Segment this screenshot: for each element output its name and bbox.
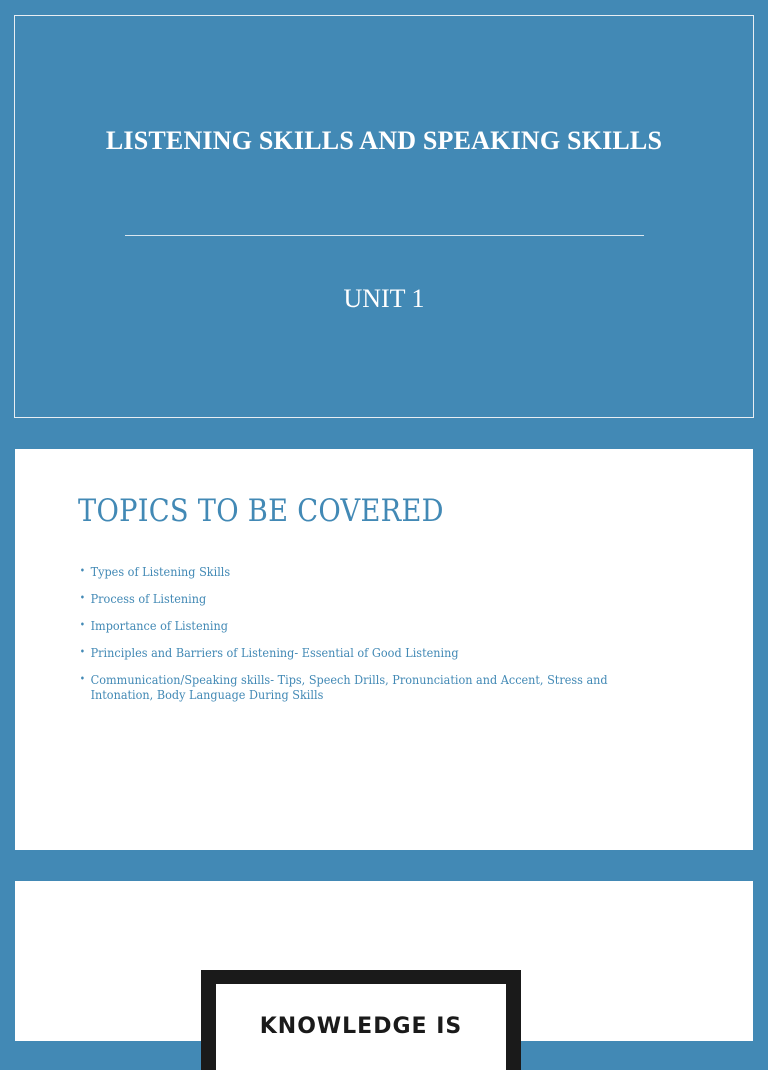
list-item xyxy=(78,591,649,606)
slide-title: LISTENING SKILLS AND SPEAKING SKILLS xyxy=(105,126,663,155)
bullet-icon: • xyxy=(79,620,86,631)
poster-text: KNOWLEDGE IS xyxy=(259,1014,463,1039)
bullet-icon: • xyxy=(79,593,86,604)
poster-board xyxy=(216,984,506,1070)
bullet-icon: • xyxy=(79,566,86,577)
list-item xyxy=(78,618,649,633)
list-item-text: Communication/Speaking skills- Tips, Speech Drills, Pronunciation and Accent, Stress and Intonation, Body Language During Skills xyxy=(90,672,608,702)
poster-frame xyxy=(201,970,521,1070)
list-item-text: Principles and Barriers of Listening- Essential of Good Listening xyxy=(90,645,459,660)
list-item-text: Types of Listening Skills xyxy=(90,564,231,579)
list-item xyxy=(78,645,649,660)
topics-slide xyxy=(15,449,753,850)
title-slide xyxy=(14,15,754,418)
bullet-icon: • xyxy=(79,674,86,685)
title-divider xyxy=(125,235,644,236)
list-item-text: Importance of Listening xyxy=(90,618,228,633)
poster-slide xyxy=(15,881,753,1041)
list-item xyxy=(78,672,649,702)
topics-list xyxy=(78,564,678,714)
slide-subtitle: UNIT 1 xyxy=(343,284,425,313)
topics-heading: TOPICS TO BE COVERED xyxy=(78,493,444,529)
list-item xyxy=(78,564,649,579)
list-item-text: Process of Listening xyxy=(90,591,207,606)
bullet-icon: • xyxy=(79,647,86,658)
